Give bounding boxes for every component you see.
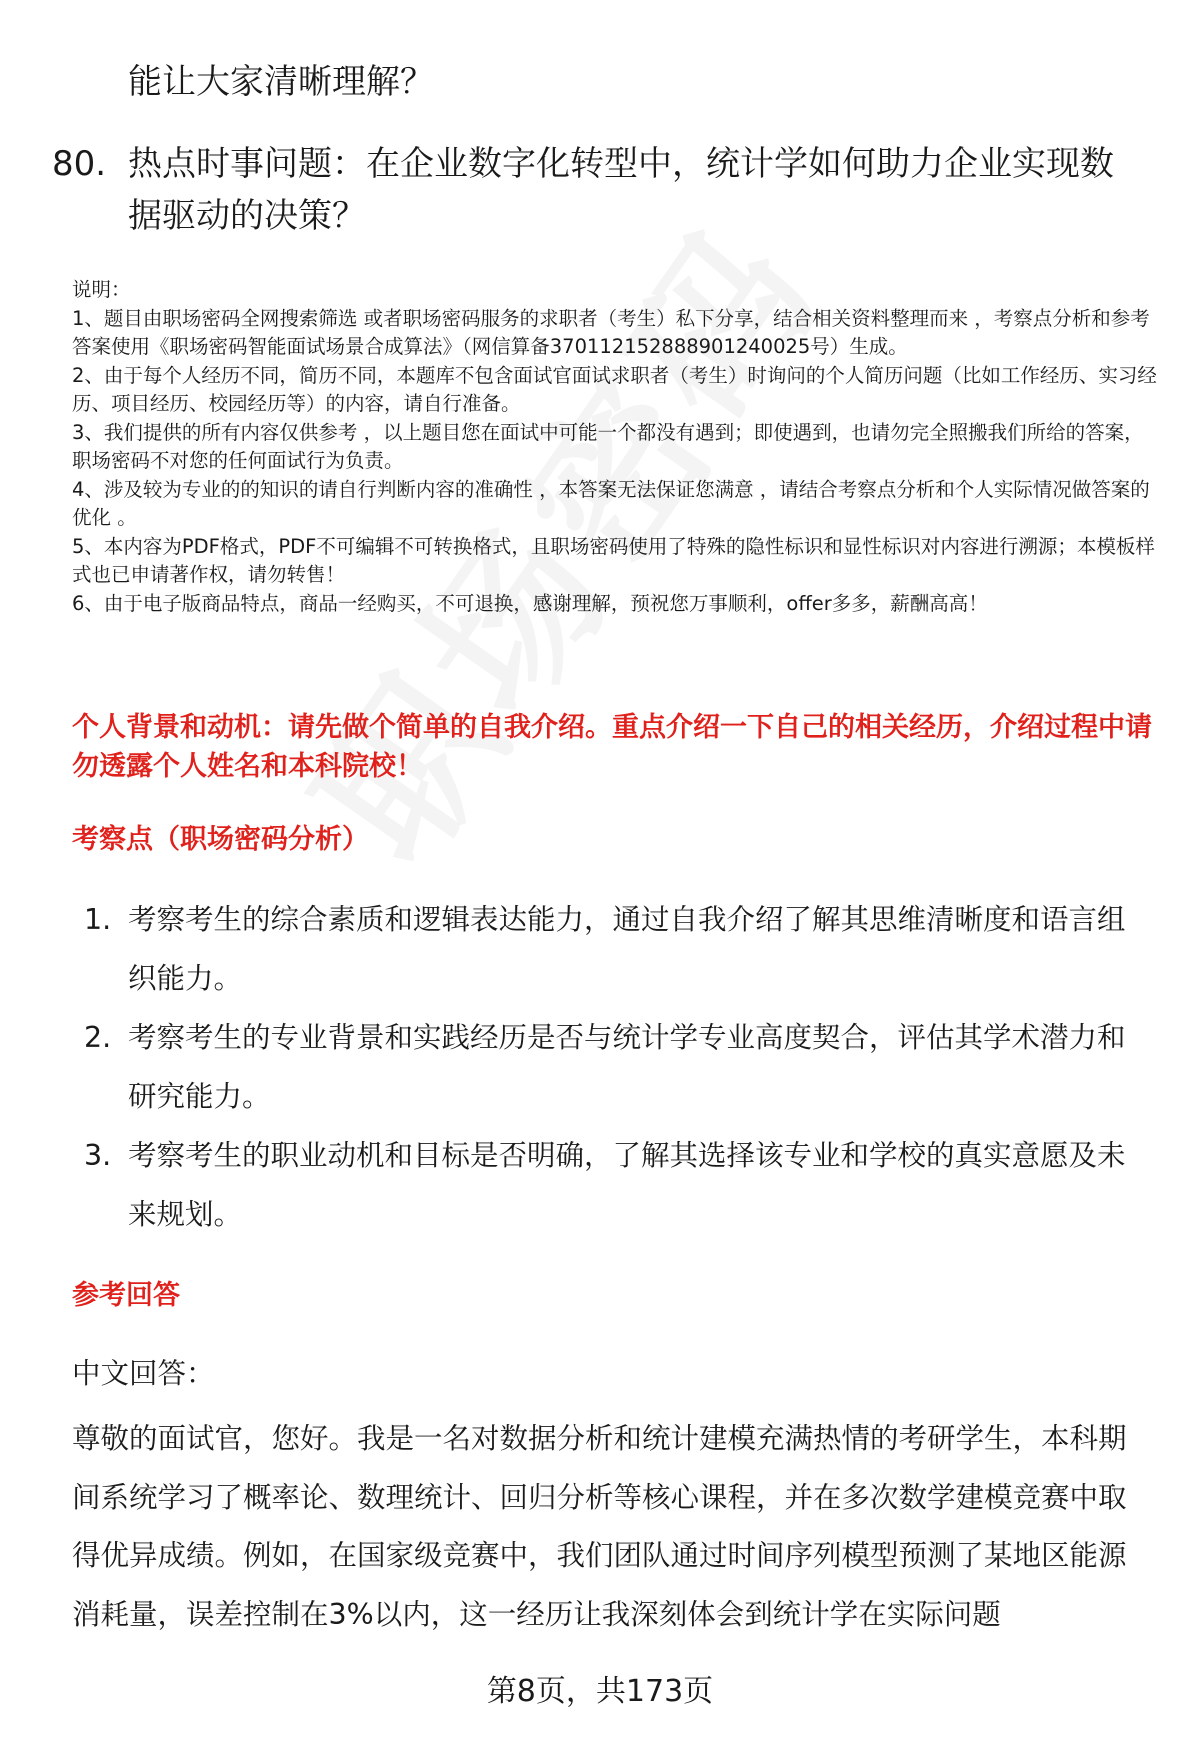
page-footer: 第8页，共173页 [486,1674,714,1709]
note-item: 6、由于电子版商品特点，商品一经购买，不可退换，感谢理解，预祝您万事顺利，offer多多，薪酬高高！ [72,591,988,615]
point-text: 考察考生的综合素质和逻辑表达能力，通过自我介绍了解其思维清晰度和语言组织能力。 [128,903,1126,995]
note-item: 2、由于每个人经历不同，简历不同，本题库不包含面试官面试求职者（考生）时询问的个人简历问题（比如工作经历、实习经历、项目经历、校园经历等）的内容，请自行准备。 [72,363,1157,415]
question-text: 热点时事问题：在企业数字化转型中，统计学如何助力企业实现数据驱动的决策？ [128,144,1114,236]
point-text: 考察考生的职业动机和目标是否明确，了解其选择该专业和学校的真实意愿及未来规划。 [128,1139,1126,1231]
reference-answer-heading: 参考回答 [72,1280,180,1311]
previous-question-tail: 能让大家清晰理解？ [128,62,434,102]
list-item [84,1126,1144,1244]
point-number: 2. [84,1021,112,1054]
assessment-points-list [84,890,1144,1244]
question-number: 80. [52,144,107,184]
notes-title: 说明： [72,278,131,301]
personal-background-heading: 个人背景和动机：请先做个简单的自我介绍。重点介绍一下自己的相关经历，介绍过程中请勿透露个人姓名和本科院校！ [72,712,1152,782]
point-number: 3. [84,1139,112,1172]
answer-body: 尊敬的面试官，您好。我是一名对数据分析和统计建模充满热情的考研学生，本科期间系统学习了概率论、数理统计、回归分析等核心课程，并在多次数学建模竞赛中取得优异成绩。例如，在国家级竞赛中，我们团队通过时间序列模型预测了某地区能源消耗量，误差控制在3%以内，这一经历让我深刻体会到统计学在实际问题 [72,1422,1127,1631]
note-item: 4、涉及较为专业的的知识的请自行判断内容的准确性 ，本答案无法保证您满意 ，请结合考察点分析和个人实际情况做答案的优化 。 [72,477,1150,529]
note-item: 3、我们提供的所有内容仅供参考 ，以上题目您在面试中可能一个都没有遇到；即使遇到，也请勿完全照搬我们所给的答案，职场密码不对您的任何面试行为负责。 [72,420,1144,472]
note-item: 1、题目由职场密码全网搜索筛选 或者职场密码服务的求职者（考生）私下分享，结合相关资料整理而来 ，考察点分析和参考答案使用《职场密码智能面试场景合成算法》（网信算备370112152888901240025号）生成。 [72,306,1150,358]
point-text: 考察考生的专业背景和实践经历是否与统计学专业高度契合，评估其学术潜力和研究能力。 [128,1021,1126,1113]
question-80 [52,138,1152,242]
note-item: 5、本内容为PDF格式，PDF不可编辑不可转换格式，且职场密码使用了特殊的隐性标识和显性标识对内容进行溯源；本模板样式也已申请著作权，请勿转售！ [72,534,1155,586]
notes-section [72,276,1162,618]
list-item [84,890,1144,1008]
answer-label: 中文回答： [72,1357,215,1390]
list-item [84,1008,1144,1126]
point-number: 1. [84,903,112,936]
assessment-points-heading: 考察点（职场密码分析） [72,824,369,855]
